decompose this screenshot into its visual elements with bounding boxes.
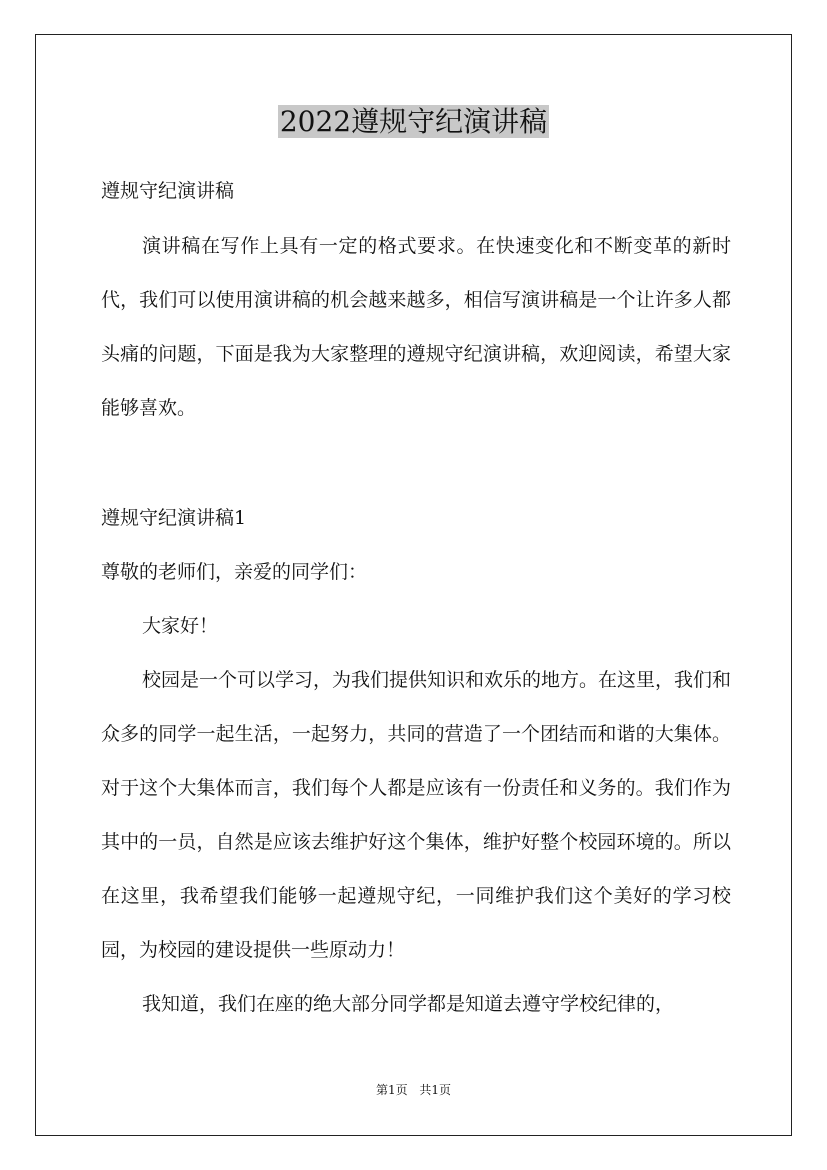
section-heading: 遵规守纪演讲稿1 [101,507,247,529]
greeting: 大家好！ [142,615,219,637]
intro-paragraph: 演讲稿在写作上具有一定的格式要求。在快速变化和不断变革的新时代，我们可以使用演讲稿的机会越来越多，相信写演讲稿是一个让许多人都头痛的问题，下面是我为大家整理的遵规守纪演讲稿，欢迎阅读，希望大家能够喜欢。 [101,235,731,419]
body-paragraph-1: 校园是一个可以学习，为我们提供知识和欢乐的地方。在这里，我们和众多的同学一起生活，一起努力，共同的营造了一个团结而和谐的大集体。对于这个大集体而言，我们每个人都是应该有一份责任和义务的。我们作为其中的一员，自然是应该去维护好这个集体，维护好整个校园环境的。所以在这里，我希望我们能够一起遵规守纪，一同维护我们这个美好的学习校园，为校园的建设提供一些原动力！ [101,669,732,961]
document-title-text: 2022遵规守纪演讲稿 [279,105,548,138]
salutation: 尊敬的老师们，亲爱的同学们： [101,561,368,583]
page-footer [0,1082,827,1098]
document-subtitle: 遵规守纪演讲稿 [101,180,235,202]
document-title [0,101,827,143]
page-number-current: 第1页 [375,1083,408,1097]
page-number-total: 共1页 [419,1083,452,1097]
body-paragraph-2: 我知道，我们在座的绝大部分同学都是知道去遵守学校纪律的， [142,993,675,1015]
